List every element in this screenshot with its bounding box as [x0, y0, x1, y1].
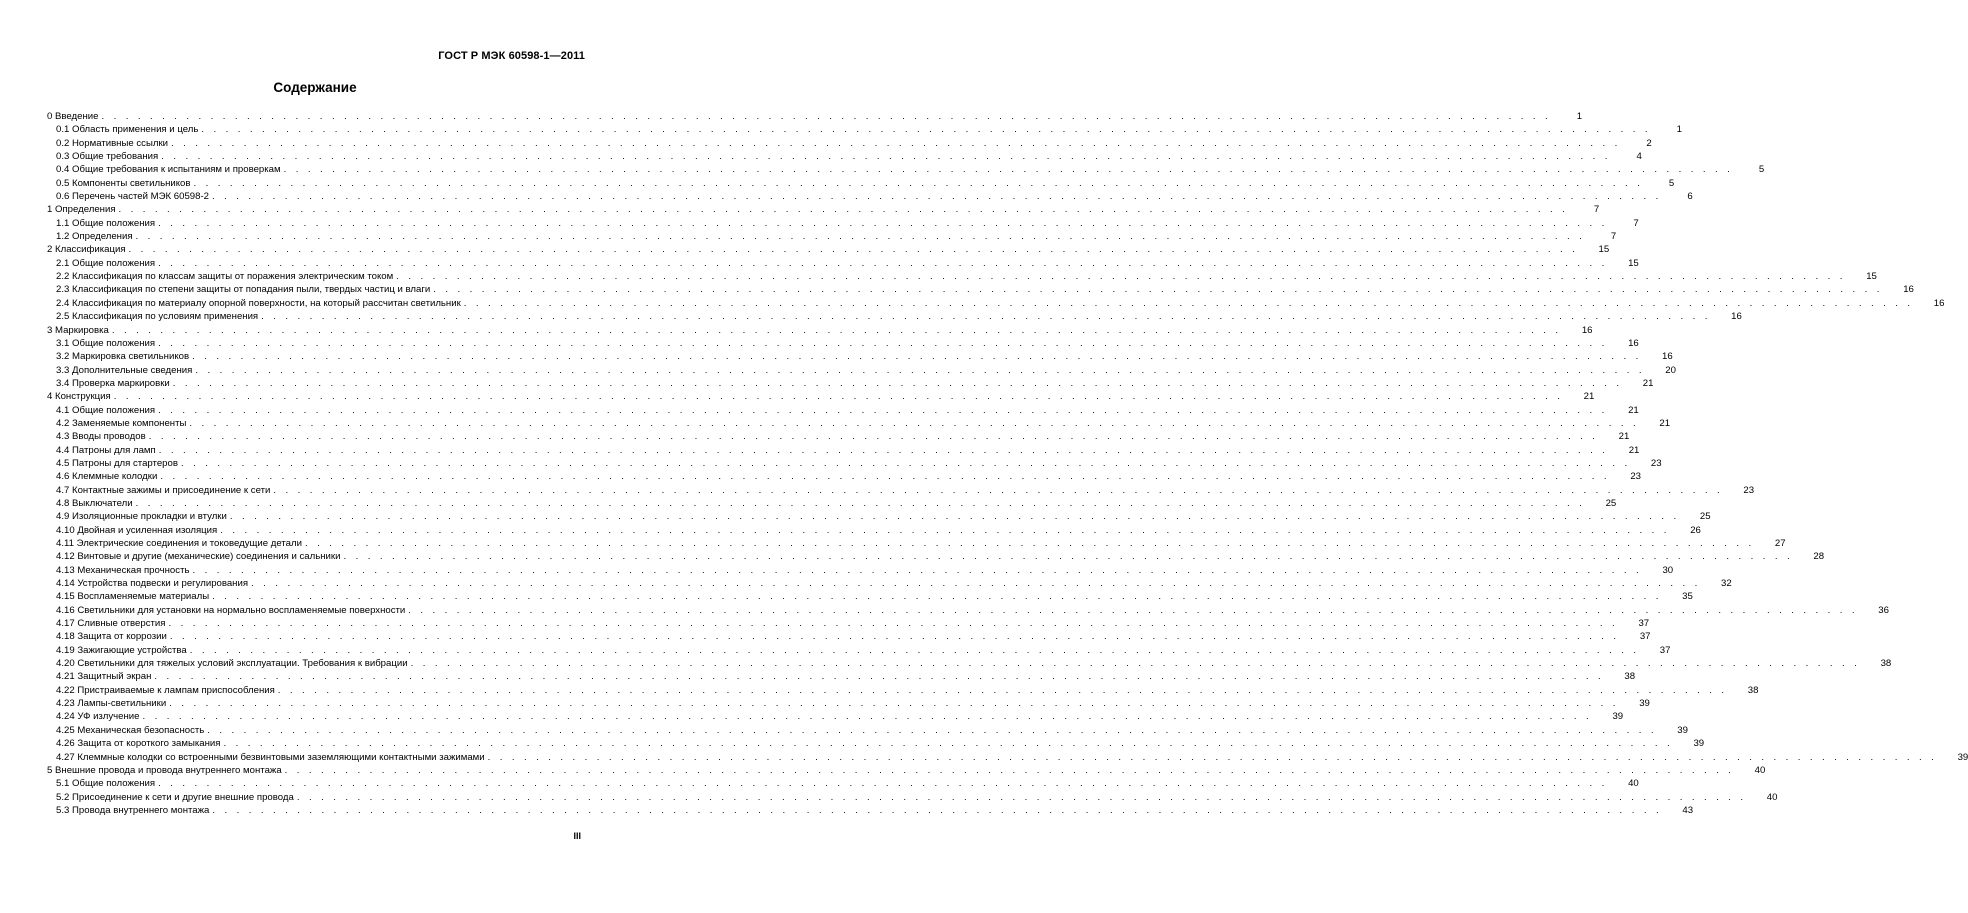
toc-entry[interactable]	[47, 657, 1892, 670]
toc-entry[interactable]	[47, 617, 1650, 630]
toc-entry-page: 40	[1628, 778, 1639, 790]
toc-entry[interactable]	[47, 150, 1642, 163]
toc-entry-label: 4.5 Патроны для стартеров	[56, 457, 178, 469]
toc-entry[interactable]	[47, 310, 1742, 323]
toc-entry-label: 2.3 Классификация по степени защиты от попадания пыли, твердых частиц и влаги	[56, 284, 431, 296]
toc-entry[interactable]	[47, 217, 1639, 230]
toc-leader-dots: . . . . . . . . . . . . . . . . . . . . . . . . . . . . . . . . . . . . . . . . . . . . . . . . . . . . . . . . . . . . . . . . . . . . . . . . . . . . . . . . . . . . . . . . . . . . . . . . . . . . . . . . . . . . . . . . . . . . . . . .	[192, 564, 1643, 576]
toc-entry[interactable]	[47, 203, 1600, 216]
toc-leader-dots: . . . . . . . . . . . . . . . . . . . . . . . . . . . . . . . . . . . . . . . . . . . . . . . . . . . . . . . . . . . . . . . . . . . . . . . . . . . . . . . . . . . . . . . . . . . . . . . . . . . . . . . . . . . . . . . . . . . . . . . .	[273, 484, 1724, 496]
toc-entry[interactable]	[47, 684, 1759, 697]
toc-leader-dots: . . . . . . . . . . . . . . . . . . . . . . . . . . . . . . . . . . . . . . . . . . . . . . . . . . . . . . . . . . . . . . . . . . . . . . . . . . . . . . . . . . . . . . . . . . . . . . . . . . . . . . . . . . . . . . . . . . . . . . . .	[113, 391, 1564, 403]
toc-leader-dots: . . . . . . . . . . . . . . . . . . . . . . . . . . . . . . . . . . . . . . . . . . . . . . . . . . . . . . . . . . . . . . . . . . . . . . . . . . . . . . . . . . . . . . . . . . . . . . . . . . . . . . . . . . . . . . . . . . . . . . . .	[189, 644, 1640, 656]
toc-entry-page: 28	[1813, 551, 1825, 563]
toc-entry-label: 5.1 Общие положения	[56, 778, 156, 790]
toc-entry-page: 43	[1682, 804, 1694, 816]
toc-entry-label: 4.7 Контактные зажимы и присоединение к сети	[56, 484, 271, 496]
toc-entry[interactable]	[47, 550, 1825, 563]
toc-entry-page: 20	[1665, 364, 1676, 376]
toc-entry-page: 32	[1721, 578, 1732, 590]
toc-leader-dots: . . . . . . . . . . . . . . . . . . . . . . . . . . . . . . . . . . . . . . . . . . . . . . . . . . . . . . . . . . . . . . . . . . . . . . . . . . . . . . . . . . . . . . . . . . . . . . . . . . . . . . . . . . . . . . . . . . . . . . . .	[193, 177, 1644, 189]
toc-entry-page: 37	[1638, 618, 1650, 630]
toc-leader-dots: . . . . . . . . . . . . . . . . . . . . . . . . . . . . . . . . . . . . . . . . . . . . . . . . . . . . . . . . . . . . . . . . . . . . . . . . . . . . . . . . . . . . . . . . . . . . . . . . . . . . . . . . . . . . . . . . . . . . . . . .	[158, 257, 1608, 269]
toc-leader-dots: . . . . . . . . . . . . . . . . . . . . . . . . . . . . . . . . . . . . . . . . . . . . . . . . . . . . . . . . . . . . . . . . . . . . . . . . . . . . . . . . . . . . . . . . . . . . . . . . . . . . . . . . . . . . . . . . . . . . . . . .	[212, 591, 1662, 603]
toc-entry-label: 0.2 Нормативные ссылки	[56, 137, 169, 149]
toc-entry-page: 39	[1677, 724, 1688, 736]
toc-entry-page: 16	[1731, 311, 1742, 323]
toc-entry-label: 3.2 Маркировка светильников	[56, 351, 190, 363]
toc-leader-dots: . . . . . . . . . . . . . . . . . . . . . . . . . . . . . . . . . . . . . . . . . . . . . . . . . . . . . . . . . . . . . . . . . . . . . . . . . . . . . . . . . . . . . . . . . . . . . . . . . . . . . . . . . . . . . . . . . . . . . . . .	[283, 164, 1734, 176]
toc-entry[interactable]	[47, 390, 1595, 403]
toc-entry[interactable]	[47, 444, 1640, 457]
toc-entry-label: 4.19 Зажигающие устройства	[56, 644, 187, 656]
toc-entry[interactable]	[47, 751, 1968, 764]
toc-entry-page: 2	[1646, 137, 1652, 149]
toc-leader-dots: . . . . . . . . . . . . . . . . . . . . . . . . . . . . . . . . . . . . . . . . . . . . . . . . . . . . . . . . . . . . . . . . . . . . . . . . . . . . . . . . . . . . . . . . . . . . . . . . . . . . . . . . . . . . . . . . . . . . . . . .	[408, 604, 1858, 616]
toc-entry[interactable]	[47, 697, 1650, 710]
toc-entry[interactable]	[47, 364, 1676, 377]
toc-entry-label: 4.17 Сливные отверстия	[56, 618, 166, 630]
toc-leader-dots: . . . . . . . . . . . . . . . . . . . . . . . . . . . . . . . . . . . . . . . . . . . . . . . . . . . . . . . . . . . . . . . . . . . . . . . . . . . . . . . . . . . . . . . . . . . . . . . . . . . . . . . . . . . . . . . . . . . . . . . .	[161, 151, 1611, 163]
toc-entry-page: 23	[1743, 484, 1755, 496]
toc-leader-dots: . . . . . . . . . . . . . . . . . . . . . . . . . . . . . . . . . . . . . . . . . . . . . . . . . . . . . . . . . . . . . . . . . . . . . . . . . . . . . . . . . . . . . . . . . . . . . . . . . . . . . . . . . . . . . . . . . . . . . . . .	[158, 337, 1608, 349]
toc-leader-dots: . . . . . . . . . . . . . . . . . . . . . . . . . . . . . . . . . . . . . . . . . . . . . . . . . . . . . . . . . . . . . . . . . . . . . . . . . . . . . . . . . . . . . . . . . . . . . . . . . . . . . . . . . . . . . . . . . . . . . . . .	[396, 271, 1846, 283]
toc-entry-page: 39	[1639, 698, 1650, 710]
toc-entry[interactable]	[47, 524, 1701, 537]
toc-leader-dots: . . . . . . . . . . . . . . . . . . . . . . . . . . . . . . . . . . . . . . . . . . . . . . . . . . . . . . . . . . . . . . . . . . . . . . . . . . . . . . . . . . . . . . . . . . . . . . . . . . . . . . . . . . . . . . . . . . . . . . . .	[277, 684, 1728, 696]
toc-leader-dots: . . . . . . . . . . . . . . . . . . . . . . . . . . . . . . . . . . . . . . . . . . . . . . . . . . . . . . . . . . . . . . . . . . . . . . . . . . . . . . . . . . . . . . . . . . . . . . . . . . . . . . . . . . . . . . . . . . . . . . . .	[160, 471, 1610, 483]
toc-entry-page: 16	[1933, 297, 1945, 309]
toc-entry[interactable]	[47, 590, 1693, 603]
toc-entry-label: 4.16 Светильники для установки на нормально воспламеняемые поверхности	[56, 604, 406, 616]
toc-entry-page: 16	[1581, 324, 1593, 336]
toc-entry-page: 1	[1676, 124, 1682, 136]
toc-entry-page: 25	[1699, 511, 1711, 523]
toc-entry-label: 3.1 Общие положения	[56, 337, 156, 349]
toc-entry-label: 4 Конструкция	[47, 391, 111, 403]
toc-entry[interactable]	[47, 177, 1675, 190]
toc-entry[interactable]	[47, 497, 1617, 510]
toc-entry-page: 5	[1758, 164, 1765, 176]
toc-entry[interactable]	[47, 297, 1945, 310]
toc-entry[interactable]	[47, 764, 1766, 777]
toc-entry-page: 15	[1866, 271, 1877, 283]
toc-leader-dots: . . . . . . . . . . . . . . . . . . . . . . . . . . . . . . . . . . . . . . . . . . . . . . . . . . . . . . . . . . . . . . . . . . . . . . . . . . . . . . . . . . . . . . . . . . . . . . . . . . . . . . . . . . . . . . . . . . . . . . . .	[128, 244, 1579, 256]
toc-entry-page: 38	[1624, 671, 1636, 683]
toc-leader-dots: . . . . . . . . . . . . . . . . . . . . . . . . . . . . . . . . . . . . . . . . . . . . . . . . . . . . . . . . . . . . . . . . . . . . . . . . . . . . . . . . . . . . . . . . . . . . . . . . . . . . . . . . . . . . . . . . . . . . . . . .	[304, 538, 1755, 549]
toc-entry-label: 3.4 Проверка маркировки	[56, 377, 170, 389]
toc-entry-page: 5	[1668, 177, 1675, 189]
toc-entry-page: 16	[1662, 351, 1673, 363]
toc-entry-page: 21	[1618, 431, 1630, 443]
toc-entry-page: 39	[1957, 751, 1968, 763]
toc-entry-label: 5.3 Провода внутреннего монтажа	[56, 804, 210, 816]
toc-leader-dots: . . . . . . . . . . . . . . . . . . . . . . . . . . . . . . . . . . . . . . . . . . . . . . . . . . . . . . . . . . . . . . . . . . . . . . . . . . . . . . . . . . . . . . . . . . . . . . . . . . . . . . . . . . . . . . . . . . . . . . . .	[118, 204, 1569, 216]
toc-entry-page: 23	[1630, 471, 1641, 483]
toc-entry-page: 37	[1659, 644, 1671, 656]
toc-entry-page: 16	[1903, 284, 1914, 296]
toc-leader-dots: . . . . . . . . . . . . . . . . . . . . . . . . . . . . . . . . . . . . . . . . . . . . . . . . . . . . . . . . . . . . . . . . . . . . . . . . . . . . . . . . . . . . . . . . . . . . . . . . . . . . . . . . . . . . . . . . . . . . . . . .	[220, 524, 1670, 536]
toc-leader-dots: . . . . . . . . . . . . . . . . . . . . . . . . . . . . . . . . . . . . . . . . . . . . . . . . . . . . . . . . . . . . . . . . . . . . . . . . . . . . . . . . . . . . . . . . . . . . . . . . . . . . . . . . . . . . . . . . . . . . . . . .	[284, 764, 1735, 776]
toc-entry-label: 4.2 Заменяемые компоненты	[56, 417, 187, 429]
toc-entry-label: 4.27 Клеммные колодки со встроенными безвинтовыми заземляющими контактными зажимами	[56, 751, 485, 763]
toc-entry[interactable]	[47, 791, 1778, 804]
toc-entry[interactable]	[47, 670, 1636, 683]
toc-entry[interactable]	[47, 710, 1624, 723]
toc-entry[interactable]	[47, 724, 1688, 737]
toc-entry-label: 4.20 Светильники для тяжелых условий эксплуатации. Требования к вибрации	[56, 658, 408, 670]
page-number: III	[573, 831, 581, 841]
toc-entry[interactable]	[47, 630, 1651, 643]
toc-entry-label: 2.2 Классификация по классам защиты от поражения электрическим током	[56, 271, 394, 283]
toc-entry[interactable]	[47, 457, 1662, 470]
toc-leader-dots: . . . . . . . . . . . . . . . . . . . . . . . . . . . . . . . . . . . . . . . . . . . . . . . . . . . . . . . . . . . . . . . . . . . . . . . . . . . . . . . . . . . . . . . . . . . . . . . . . . . . . . . . . . . . . . . . . . . . . . . .	[207, 724, 1657, 736]
toc-entry-label: 4.25 Механическая безопасность	[56, 724, 205, 736]
toc-entry-label: 1.1 Общие положения	[56, 217, 156, 229]
toc-title: Содержание	[273, 80, 357, 95]
toc-leader-dots: . . . . . . . . . . . . . . . . . . . . . . . . . . . . . . . . . . . . . . . . . . . . . . . . . . . . . . . . . . . . . . . . . . . . . . . . . . . . . . . . . . . . . . . . . . . . . . . . . . . . . . . . . . . . . . . . . . . . . . . .	[189, 417, 1640, 429]
toc-entry-page: 23	[1650, 457, 1662, 469]
toc-leader-dots: . . . . . . . . . . . . . . . . . . . . . . . . . . . . . . . . . . . . . . . . . . . . . . . . . . . . . . . . . . . . . . . . . . . . . . . . . . . . . . . . . . . . . . . . . . . . . . . . . . . . . . . . . . . . . . . . . . . . . . . .	[111, 324, 1562, 336]
toc-entry-label: 2.1 Общие положения	[56, 257, 156, 269]
toc-leader-dots: . . . . . . . . . . . . . . . . . . . . . . . . . . . . . . . . . . . . . . . . . . . . . . . . . . . . . . . . . . . . . . . . . . . . . . . . . . . . . . . . . . . . . . . . . . . . . . . . . . . . . . . . . . . . . . . . . . . . . . . .	[229, 511, 1680, 523]
toc-entry-label: 0.1 Область применения и цель	[56, 124, 199, 136]
toc-leader-dots: . . . . . . . . . . . . . . . . . . . . . . . . . . . . . . . . . . . . . . . . . . . . . . . . . . . . . . . . . . . . . . . . . . . . . . . . . . . . . . . . . . . . . . . . . . . . . . . . . . . . . . . . . . . . . . . . . . . . . . . .	[135, 497, 1586, 509]
toc-entry-page: 38	[1747, 684, 1759, 696]
toc-entry[interactable]	[47, 230, 1617, 243]
toc-entry-page: 21	[1642, 377, 1654, 389]
toc-entry-page: 21	[1628, 444, 1640, 456]
toc-entry-label: 4.11 Электрические соединения и токоведущие детали	[56, 538, 302, 549]
toc-entry-page: 6	[1687, 191, 1693, 203]
toc-entry-label: 4.4 Патроны для ламп	[56, 444, 156, 456]
toc-entry-page: 40	[1754, 764, 1766, 776]
toc-entry-label: 4.24 УФ излучение	[56, 711, 140, 723]
toc-entry[interactable]	[47, 137, 1652, 150]
toc-leader-dots: . . . . . . . . . . . . . . . . . . . . . . . . . . . . . . . . . . . . . . . . . . . . . . . . . . . . . . . . . . . . . . . . . . . . . . . . . . . . . . . . . . . . . . . . . . . . . . . . . . . . . . . . . . . . . . . . . . . . . . . .	[180, 457, 1631, 469]
toc-entry[interactable]	[47, 577, 1732, 590]
toc-leader-dots: . . . . . . . . . . . . . . . . . . . . . . . . . . . . . . . . . . . . . . . . . . . . . . . . . . . . . . . . . . . . . . . . . . . . . . . . . . . . . . . . . . . . . . . . . . . . . . . . . . . . . . . . . . . . . . . . . . . . . . . .	[169, 631, 1620, 643]
toc-entry-page: 35	[1682, 591, 1693, 603]
toc-entry-label: 0.4 Общие требования к испытаниям и проверкам	[56, 164, 281, 176]
toc-entry-page: 15	[1628, 257, 1639, 269]
table-of-contents	[47, 110, 1968, 817]
document-id: ГОСТ Р МЭК 60598-1—2011	[438, 50, 585, 62]
toc-leader-dots: . . . . . . . . . . . . . . . . . . . . . . . . . . . . . . . . . . . . . . . . . . . . . . . . . . . . . . . . . . . . . . . . . . . . . . . . . . . . . . . . . . . . . . . . . . . . . . . . . . . . . . . . . . . . . . . . . . . . . . . .	[296, 791, 1747, 803]
toc-entry[interactable]	[47, 644, 1671, 657]
toc-entry-label: 4.26 Защита от короткого замыкания	[56, 738, 221, 750]
toc-entry-page: 36	[1878, 604, 1889, 616]
toc-entry[interactable]	[47, 470, 1641, 483]
toc-entry-label: 1.2 Определения	[56, 231, 133, 243]
toc-entry[interactable]	[47, 404, 1639, 417]
toc-leader-dots: . . . . . . . . . . . . . . . . . . . . . . . . . . . . . . . . . . . . . . . . . . . . . . . . . . . . . . . . . . . . . . . . . . . . . . . . . . . . . . . . . . . . . . . . . . . . . . . . . . . . . . . . . . . . . . . . . . . . . . . .	[433, 284, 1883, 296]
toc-entry[interactable]	[47, 804, 1694, 817]
toc-entry[interactable]	[47, 737, 1705, 750]
toc-entry-page: 21	[1583, 391, 1595, 403]
toc-entry[interactable]	[47, 564, 1674, 577]
toc-entry-label: 0 Введение	[47, 111, 99, 122]
toc-entry-label: 4.23 Лампы-светильники	[56, 698, 167, 710]
toc-entry-label: 3.3 Дополнительные сведения	[56, 364, 193, 376]
toc-entry[interactable]	[47, 417, 1671, 430]
toc-leader-dots: . . . . . . . . . . . . . . . . . . . . . . . . . . . . . . . . . . . . . . . . . . . . . . . . . . . . . . . . . . . . . . . . . . . . . . . . . . . . . . . . . . . . . . . . . . . . . . . . . . . . . . . . . . . . . . . . . . . . . . . .	[101, 111, 1552, 122]
toc-entry[interactable]	[47, 604, 1889, 617]
toc-entry-label: 4.1 Общие положения	[56, 404, 156, 416]
toc-leader-dots: . . . . . . . . . . . . . . . . . . . . . . . . . . . . . . . . . . . . . . . . . . . . . . . . . . . . . . . . . . . . . . . . . . . . . . . . . . . . . . . . . . . . . . . . . . . . . . . . . . . . . . . . . . . . . . . . . . . . . . . .	[135, 231, 1586, 243]
toc-leader-dots: . . . . . . . . . . . . . . . . . . . . . . . . . . . . . . . . . . . . . . . . . . . . . . . . . . . . . . . . . . . . . . . . . . . . . . . . . . . . . . . . . . . . . . . . . . . . . . . . . . . . . . . . . . . . . . . . . . . . . . . .	[154, 671, 1605, 683]
toc-entry[interactable]	[47, 123, 1682, 136]
toc-entry-label: 4.12 Винтовые и другие (механические) соединения и сальники	[56, 551, 341, 563]
toc-leader-dots: . . . . . . . . . . . . . . . . . . . . . . . . . . . . . . . . . . . . . . . . . . . . . . . . . . . . . . . . . . . . . . . . . . . . . . . . . . . . . . . . . . . . . . . . . . . . . . . . . . . . . . . . . . . . . . . . . . . . . . . .	[195, 364, 1645, 376]
toc-entry[interactable]	[47, 337, 1639, 350]
toc-entry[interactable]	[47, 243, 1610, 256]
toc-entry-page: 7	[1610, 231, 1617, 243]
toc-entry-label: 2.5 Классификация по условиям применения	[56, 311, 259, 323]
toc-entry-label: 4.8 Выключатели	[56, 497, 133, 509]
toc-leader-dots: . . . . . . . . . . . . . . . . . . . . . . . . . . . . . . . . . . . . . . . . . . . . . . . . . . . . . . . . . . . . . . . . . . . . . . . . . . . . . . . . . . . . . . . . . . . . . . . . . . . . . . . . . . . . . . . . . . . . . . . .	[158, 404, 1608, 416]
toc-entry[interactable]	[47, 163, 1765, 176]
toc-leader-dots: . . . . . . . . . . . . . . . . . . . . . . . . . . . . . . . . . . . . . . . . . . . . . . . . . . . . . . . . . . . . . . . . . . . . . . . . . . . . . . . . . . . . . . . . . . . . . . . . . . . . . . . . . . . . . . . . . . . . . . . .	[261, 311, 1711, 323]
toc-entry-label: 2.4 Классификация по материалу опорной поверхности, на который рассчитан светильник	[56, 297, 461, 309]
toc-leader-dots: . . . . . . . . . . . . . . . . . . . . . . . . . . . . . . . . . . . . . . . . . . . . . . . . . . . . . . . . . . . . . . . . . . . . . . . . . . . . . . . . . . . . . . . . . . . . . . . . . . . . . . . . . . . . . . . . . . . . . . . .	[201, 124, 1651, 136]
toc-entry-page: 7	[1633, 217, 1639, 229]
toc-leader-dots: . . . . . . . . . . . . . . . . . . . . . . . . . . . . . . . . . . . . . . . . . . . . . . . . . . . . . . . . . . . . . . . . . . . . . . . . . . . . . . . . . . . . . . . . . . . . . . . . . . . . . . . . . . . . . . . . . . . . . . . .	[148, 431, 1599, 443]
toc-entry-label: 3 Маркировка	[47, 324, 109, 336]
toc-entry-label: 4.22 Пристраиваемые к лампам приспособления	[56, 684, 275, 696]
toc-entry[interactable]	[47, 377, 1654, 390]
toc-entry[interactable]	[47, 257, 1639, 270]
toc-entry[interactable]	[47, 430, 1630, 443]
toc-entry[interactable]	[47, 484, 1755, 497]
toc-entry-page: 39	[1612, 711, 1624, 723]
toc-entry-page: 25	[1605, 497, 1617, 509]
toc-leader-dots: . . . . . . . . . . . . . . . . . . . . . . . . . . . . . . . . . . . . . . . . . . . . . . . . . . . . . . . . . . . . . . . . . . . . . . . . . . . . . . . . . . . . . . . . . . . . . . . . . . . . . . . . . . . . . . . . . . . . . . . .	[168, 618, 1619, 630]
toc-leader-dots: . . . . . . . . . . . . . . . . . . . . . . . . . . . . . . . . . . . . . . . . . . . . . . . . . . . . . . . . . . . . . . . . . . . . . . . . . . . . . . . . . . . . . . . . . . . . . . . . . . . . . . . . . . . . . . . . . . . . . . . .	[172, 377, 1623, 389]
toc-entry-page: 38	[1880, 658, 1892, 670]
toc-entry-label: 4.15 Воспламеняемые материалы	[56, 591, 210, 603]
toc-entry-page: 26	[1690, 524, 1701, 536]
toc-entry-label: 4.6 Клеммные колодки	[56, 471, 158, 483]
toc-entry-page: 40	[1766, 791, 1778, 803]
toc-leader-dots: . . . . . . . . . . . . . . . . . . . . . . . . . . . . . . . . . . . . . . . . . . . . . . . . . . . . . . . . . . . . . . . . . . . . . . . . . . . . . . . . . . . . . . . . . . . . . . . . . . . . . . . . . . . . . . . . . . . . . . . .	[142, 711, 1593, 723]
toc-leader-dots: . . . . . . . . . . . . . . . . . . . . . . . . . . . . . . . . . . . . . . . . . . . . . . . . . . . . . . . . . . . . . . . . . . . . . . . . . . . . . . . . . . . . . . . . . . . . . . . . . . . . . . . . . . . . . . . . . . . . . . . .	[463, 297, 1914, 309]
toc-entry[interactable]	[47, 350, 1673, 363]
toc-leader-dots: . . . . . . . . . . . . . . . . . . . . . . . . . . . . . . . . . . . . . . . . . . . . . . . . . . . . . . . . . . . . . . . . . . . . . . . . . . . . . . . . . . . . . . . . . . . . . . . . . . . . . . . . . . . . . . . . . . . . . . . .	[487, 751, 1938, 763]
toc-leader-dots: . . . . . . . . . . . . . . . . . . . . . . . . . . . . . . . . . . . . . . . . . . . . . . . . . . . . . . . . . . . . . . . . . . . . . . . . . . . . . . . . . . . . . . . . . . . . . . . . . . . . . . . . . . . . . . . . . . . . . . . .	[212, 804, 1663, 816]
toc-entry[interactable]	[47, 283, 1914, 296]
toc-entry-label: 4.9 Изоляционные прокладки и втулки	[56, 511, 227, 523]
toc-leader-dots: . . . . . . . . . . . . . . . . . . . . . . . . . . . . . . . . . . . . . . . . . . . . . . . . . . . . . . . . . . . . . . . . . . . . . . . . . . . . . . . . . . . . . . . . . . . . . . . . . . . . . . . . . . . . . . . . . . . . . . . .	[223, 738, 1674, 750]
toc-leader-dots: . . . . . . . . . . . . . . . . . . . . . . . . . . . . . . . . . . . . . . . . . . . . . . . . . . . . . . . . . . . . . . . . . . . . . . . . . . . . . . . . . . . . . . . . . . . . . . . . . . . . . . . . . . . . . . . . . . . . . . . .	[251, 578, 1701, 590]
toc-entry-page: 27	[1774, 538, 1786, 549]
toc-leader-dots: . . . . . . . . . . . . . . . . . . . . . . . . . . . . . . . . . . . . . . . . . . . . . . . . . . . . . . . . . . . . . . . . . . . . . . . . . . . . . . . . . . . . . . . . . . . . . . . . . . . . . . . . . . . . . . . . . . . . . . . .	[212, 191, 1662, 203]
toc-entry-label: 1 Определения	[47, 204, 116, 216]
toc-entry-label: 5.2 Присоединение к сети и другие внешние провода	[56, 791, 294, 803]
toc-entry[interactable]	[47, 324, 1593, 337]
toc-entry-label: 4.10 Двойная и усиленная изоляция	[56, 524, 218, 536]
toc-entry-label: 0.3 Общие требования	[56, 151, 159, 163]
toc-entry[interactable]	[47, 190, 1693, 203]
toc-entry[interactable]	[47, 270, 1877, 283]
toc-leader-dots: . . . . . . . . . . . . . . . . . . . . . . . . . . . . . . . . . . . . . . . . . . . . . . . . . . . . . . . . . . . . . . . . . . . . . . . . . . . . . . . . . . . . . . . . . . . . . . . . . . . . . . . . . . . . . . . . . . . . . . . .	[171, 137, 1621, 149]
toc-entry-label: 2 Классификация	[47, 244, 126, 256]
toc-leader-dots: . . . . . . . . . . . . . . . . . . . . . . . . . . . . . . . . . . . . . . . . . . . . . . . . . . . . . . . . . . . . . . . . . . . . . . . . . . . . . . . . . . . . . . . . . . . . . . . . . . . . . . . . . . . . . . . . . . . . . . . .	[192, 351, 1642, 363]
toc-entry-page: 21	[1628, 404, 1639, 416]
toc-leader-dots: . . . . . . . . . . . . . . . . . . . . . . . . . . . . . . . . . . . . . . . . . . . . . . . . . . . . . . . . . . . . . . . . . . . . . . . . . . . . . . . . . . . . . . . . . . . . . . . . . . . . . . . . . . . . . . . . . . . . . . . .	[158, 778, 1608, 790]
toc-entry-page: 39	[1693, 738, 1705, 750]
toc-entry-label: 4.21 Защитный экран	[56, 671, 152, 683]
toc-leader-dots: . . . . . . . . . . . . . . . . . . . . . . . . . . . . . . . . . . . . . . . . . . . . . . . . . . . . . . . . . . . . . . . . . . . . . . . . . . . . . . . . . . . . . . . . . . . . . . . . . . . . . . . . . . . . . . . . . . . . . . . .	[158, 217, 1608, 229]
toc-entry-label: 0.6 Перечень частей МЭК 60598-2	[56, 191, 210, 203]
toc-entry-label: 4.13 Механическая прочность	[56, 564, 190, 576]
toc-entry-page: 16	[1628, 337, 1639, 349]
toc-entry-page: 30	[1662, 564, 1674, 576]
toc-entry[interactable]	[47, 777, 1639, 790]
toc-entry-page: 21	[1659, 417, 1671, 429]
toc-entry-page: 37	[1639, 631, 1651, 643]
toc-entry[interactable]	[47, 110, 1583, 123]
toc-entry[interactable]	[47, 537, 1786, 550]
toc-entry-label: 4.14 Устройства подвески и регулирования	[56, 578, 249, 590]
toc-entry-label: 4.3 Вводы проводов	[56, 431, 146, 443]
toc-leader-dots: . . . . . . . . . . . . . . . . . . . . . . . . . . . . . . . . . . . . . . . . . . . . . . . . . . . . . . . . . . . . . . . . . . . . . . . . . . . . . . . . . . . . . . . . . . . . . . . . . . . . . . . . . . . . . . . . . . . . . . . .	[410, 658, 1861, 670]
toc-entry-label: 5 Внешние провода и провода внутреннего монтажа	[47, 764, 282, 776]
toc-entry-label: 0.5 Компоненты светильников	[56, 177, 191, 189]
toc-entry-label: 4.18 Защита от коррозии	[56, 631, 167, 643]
toc-entry-page: 15	[1598, 244, 1610, 256]
toc-entry-page: 1	[1576, 111, 1583, 122]
toc-entry[interactable]	[47, 510, 1711, 523]
toc-entry-page: 4	[1636, 151, 1642, 163]
toc-leader-dots: . . . . . . . . . . . . . . . . . . . . . . . . . . . . . . . . . . . . . . . . . . . . . . . . . . . . . . . . . . . . . . . . . . . . . . . . . . . . . . . . . . . . . . . . . . . . . . . . . . . . . . . . . . . . . . . . . . . . . . . .	[169, 698, 1619, 710]
toc-leader-dots: . . . . . . . . . . . . . . . . . . . . . . . . . . . . . . . . . . . . . . . . . . . . . . . . . . . . . . . . . . . . . . . . . . . . . . . . . . . . . . . . . . . . . . . . . . . . . . . . . . . . . . . . . . . . . . . . . . . . . . . .	[158, 444, 1609, 456]
toc-entry-page: 7	[1593, 204, 1600, 216]
toc-leader-dots: . . . . . . . . . . . . . . . . . . . . . . . . . . . . . . . . . . . . . . . . . . . . . . . . . . . . . . . . . . . . . . . . . . . . . . . . . . . . . . . . . . . . . . . . . . . . . . . . . . . . . . . . . . . . . . . . . . . . . . . .	[343, 551, 1794, 563]
